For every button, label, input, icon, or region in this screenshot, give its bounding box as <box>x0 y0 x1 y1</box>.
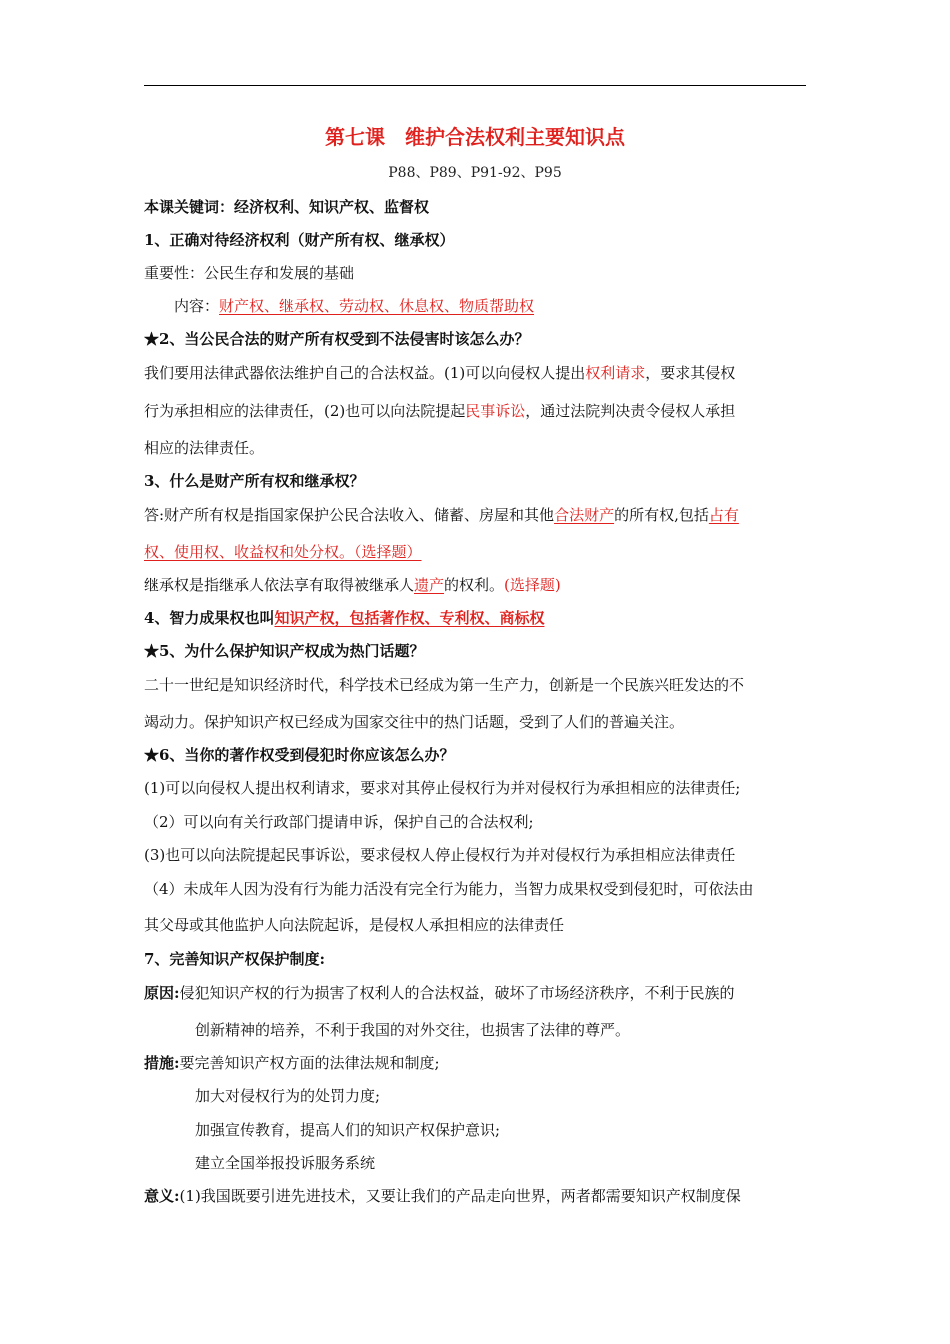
s1-heading: 1、正确对待经济权利（财产所有权、继承权） <box>144 231 455 249</box>
s3-possession: 占有 <box>708 506 739 524</box>
s7-heading: 7、完善知识产权保护制度: <box>144 950 325 968</box>
s7-measure-2: 加大对侵权行为的处罚力度; <box>195 1087 381 1105</box>
s5-line1: 二十一世纪是知识经济时代，科学技术已经成为第一生产力，创新是一个民族兴旺发达的不 <box>144 676 745 694</box>
s2-line2-tail: ，通过法院判决责令侵权人承担 <box>525 402 736 420</box>
page-title: 第七课 维护合法权利主要知识点 <box>325 125 625 149</box>
s3-line2: 权、使用权、收益权和处分权。（选择题） <box>144 543 422 561</box>
s1-content-label: 内容： <box>174 297 220 315</box>
s3-line3 <box>144 575 561 595</box>
s3-line1 <box>144 505 739 525</box>
s2-rights-claim: 权利请求 <box>585 364 646 382</box>
s7-measures <box>144 1053 440 1073</box>
s2-civil-suit: 民事诉讼 <box>465 402 526 420</box>
s1-importance: 重要性：公民生存和发展的基础 <box>144 264 355 282</box>
s7-meaning-text: (1)我国既要引进先进技术，又要让我们的产品走向世界，两者都需要知识产权制度保 <box>179 1187 741 1205</box>
s2-heading: ★2、当公民合法的财产所有权受到不法侵害时该怎么办？ <box>144 330 530 348</box>
s2-line2 <box>144 401 735 421</box>
s5-heading: ★5、为什么保护知识产权成为热门话题？ <box>144 642 425 660</box>
s3-line1-text: 答:财产所有权是指国家保护公民合法收入、储蓄、房屋和其他 <box>144 506 555 524</box>
s3-choice-note: (选择题) <box>504 576 561 594</box>
s1-content <box>174 296 534 316</box>
s6-line1: (1)可以向侵权人提出权利请求，要求对其停止侵权行为并对侵权行为承担相应的法律责任; <box>144 779 741 797</box>
s2-line2-text: 行为承担相应的法律责任，(2)也可以向法院提起 <box>144 402 466 420</box>
s7-measure-4: 建立全国举报投诉服务系统 <box>195 1154 376 1172</box>
s6-line4: （4）未成年人因为没有行为能力活没有完全行为能力，当智力成果权受到侵犯时，可依法由 <box>144 880 754 898</box>
s2-line1-text: 我们要用法律武器依法维护自己的合法权益。(1)可以向侵权人提出 <box>144 364 586 382</box>
s7-reason-text: 侵犯知识产权的行为损害了权利人的合法权益，破坏了市场经济秩序，不利于民族的 <box>179 984 735 1002</box>
s7-reason <box>144 983 735 1003</box>
s6-line3: (3)也可以向法院提起民事诉讼，要求侵权人停止侵权行为并对侵权行为承担相应法律责任 <box>144 846 736 864</box>
s2-line1-tail: ，要求其侵权 <box>645 364 736 382</box>
s3-heading: 3、什么是财产所有权和继承权？ <box>144 472 365 490</box>
s3-line3-mid: 的权利。 <box>444 576 505 594</box>
s6-line5: 其父母或其他监护人向法院起诉，是侵权人承担相应的法律责任 <box>144 916 565 934</box>
s2-line1 <box>144 363 735 383</box>
s7-reason-line2: 创新精神的培养，不利于我国的对外交往，也损害了法律的尊严。 <box>195 1021 631 1039</box>
s7-reason-label: 原因: <box>144 984 180 1002</box>
s7-measure-1: 要完善知识产权方面的法律法规和制度; <box>179 1054 440 1072</box>
s6-heading: ★6、当你的著作权受到侵犯时你应该怎么办？ <box>144 746 455 764</box>
s3-line1-mid: 的所有权,包括 <box>614 506 709 524</box>
s4-ip-rights: 知识产权，包括著作权、专利权、商标权 <box>274 609 545 627</box>
s3-inheritance: 遗产 <box>414 576 445 594</box>
keywords-line: 本课关键词：经济权利、知识产权、监督权 <box>144 198 430 216</box>
s3-legal-property: 合法财产 <box>554 506 615 524</box>
s4-line <box>144 608 544 628</box>
s5-line2: 竭动力。保护知识产权已经成为国家交往中的热门话题，受到了人们的普遍关注。 <box>144 713 685 731</box>
s1-content-items: 财产权、继承权、劳动权、休息权、物质帮助权 <box>219 297 535 315</box>
header-rule <box>144 85 806 86</box>
s7-meaning <box>144 1186 741 1206</box>
s2-line3: 相应的法律责任。 <box>144 439 265 457</box>
s6-line2: （2）可以向有关行政部门提请申诉，保护自己的合法权利; <box>144 813 534 831</box>
page-references: P88、P89、P91-92、P95 <box>388 165 562 181</box>
s7-meaning-label: 意义: <box>144 1187 180 1205</box>
s7-measure-3: 加强宣传教育，提高人们的知识产权保护意识; <box>195 1121 501 1139</box>
s4-text: 4、智力成果权也叫 <box>144 609 275 627</box>
s7-measures-label: 措施: <box>144 1054 180 1072</box>
s3-line3-text: 继承权是指继承人依法享有取得被继承人 <box>144 576 415 594</box>
